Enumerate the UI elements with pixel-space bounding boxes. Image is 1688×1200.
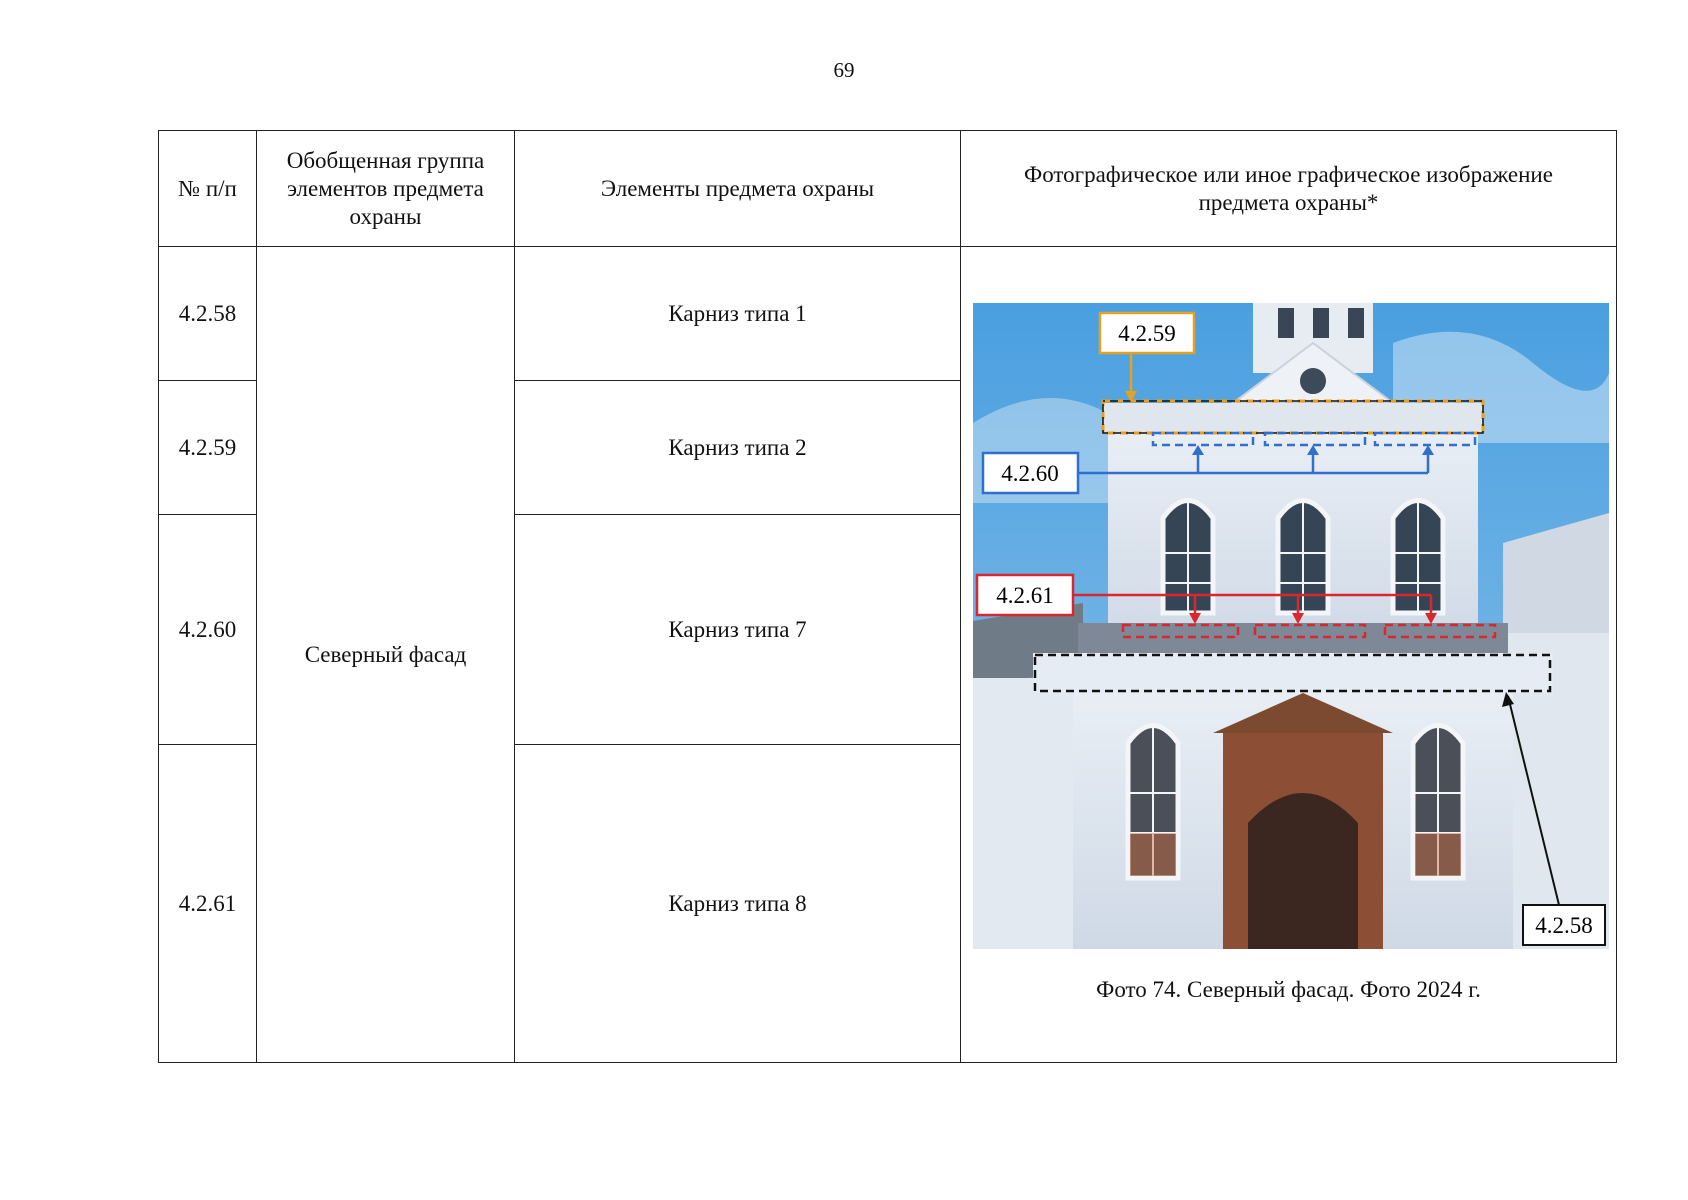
header-number: № п/п [159, 131, 257, 247]
header-image: Фотографическое или иное графическое изображение предмета охраны* [961, 131, 1617, 247]
callout-4-2-59: 4.2.59 [1118, 321, 1176, 346]
page-number: 69 [833, 58, 855, 82]
heritage-table [158, 130, 1617, 1063]
tower-window [1278, 308, 1294, 338]
facade-photo [973, 303, 1609, 949]
row-number: 4.2.60 [159, 515, 257, 745]
row-element: Карниз типа 1 [515, 247, 961, 381]
callout-4-2-58: 4.2.58 [1535, 913, 1593, 938]
header-elements: Элементы предмета охраны [515, 131, 961, 247]
round-window [1298, 366, 1328, 396]
row-number: 4.2.59 [159, 381, 257, 515]
header-group: Обобщенная группа элементов предмета охраны [257, 131, 515, 247]
row-element: Карниз типа 2 [515, 381, 961, 515]
row-element: Карниз типа 7 [515, 515, 961, 745]
callout-4-2-61: 4.2.61 [996, 583, 1054, 608]
table-row [159, 247, 1617, 381]
photo-cell [961, 247, 1617, 1063]
row-element: Карниз типа 8 [515, 745, 961, 1063]
group-cell: Северный фасад [257, 247, 515, 1063]
callout-4-2-60: 4.2.60 [1001, 461, 1059, 486]
upper-cornice [1103, 403, 1483, 433]
porch-arch [1248, 793, 1358, 949]
row-number: 4.2.58 [159, 247, 257, 381]
tower-window [1313, 308, 1329, 338]
lower-cornice [1033, 653, 1553, 693]
row-number: 4.2.61 [159, 745, 257, 1063]
photo-caption: Фото 74. Северный фасад. Фото 2024 г. [1096, 977, 1481, 1002]
table-header-row [159, 131, 1617, 247]
tower-window [1348, 308, 1364, 338]
